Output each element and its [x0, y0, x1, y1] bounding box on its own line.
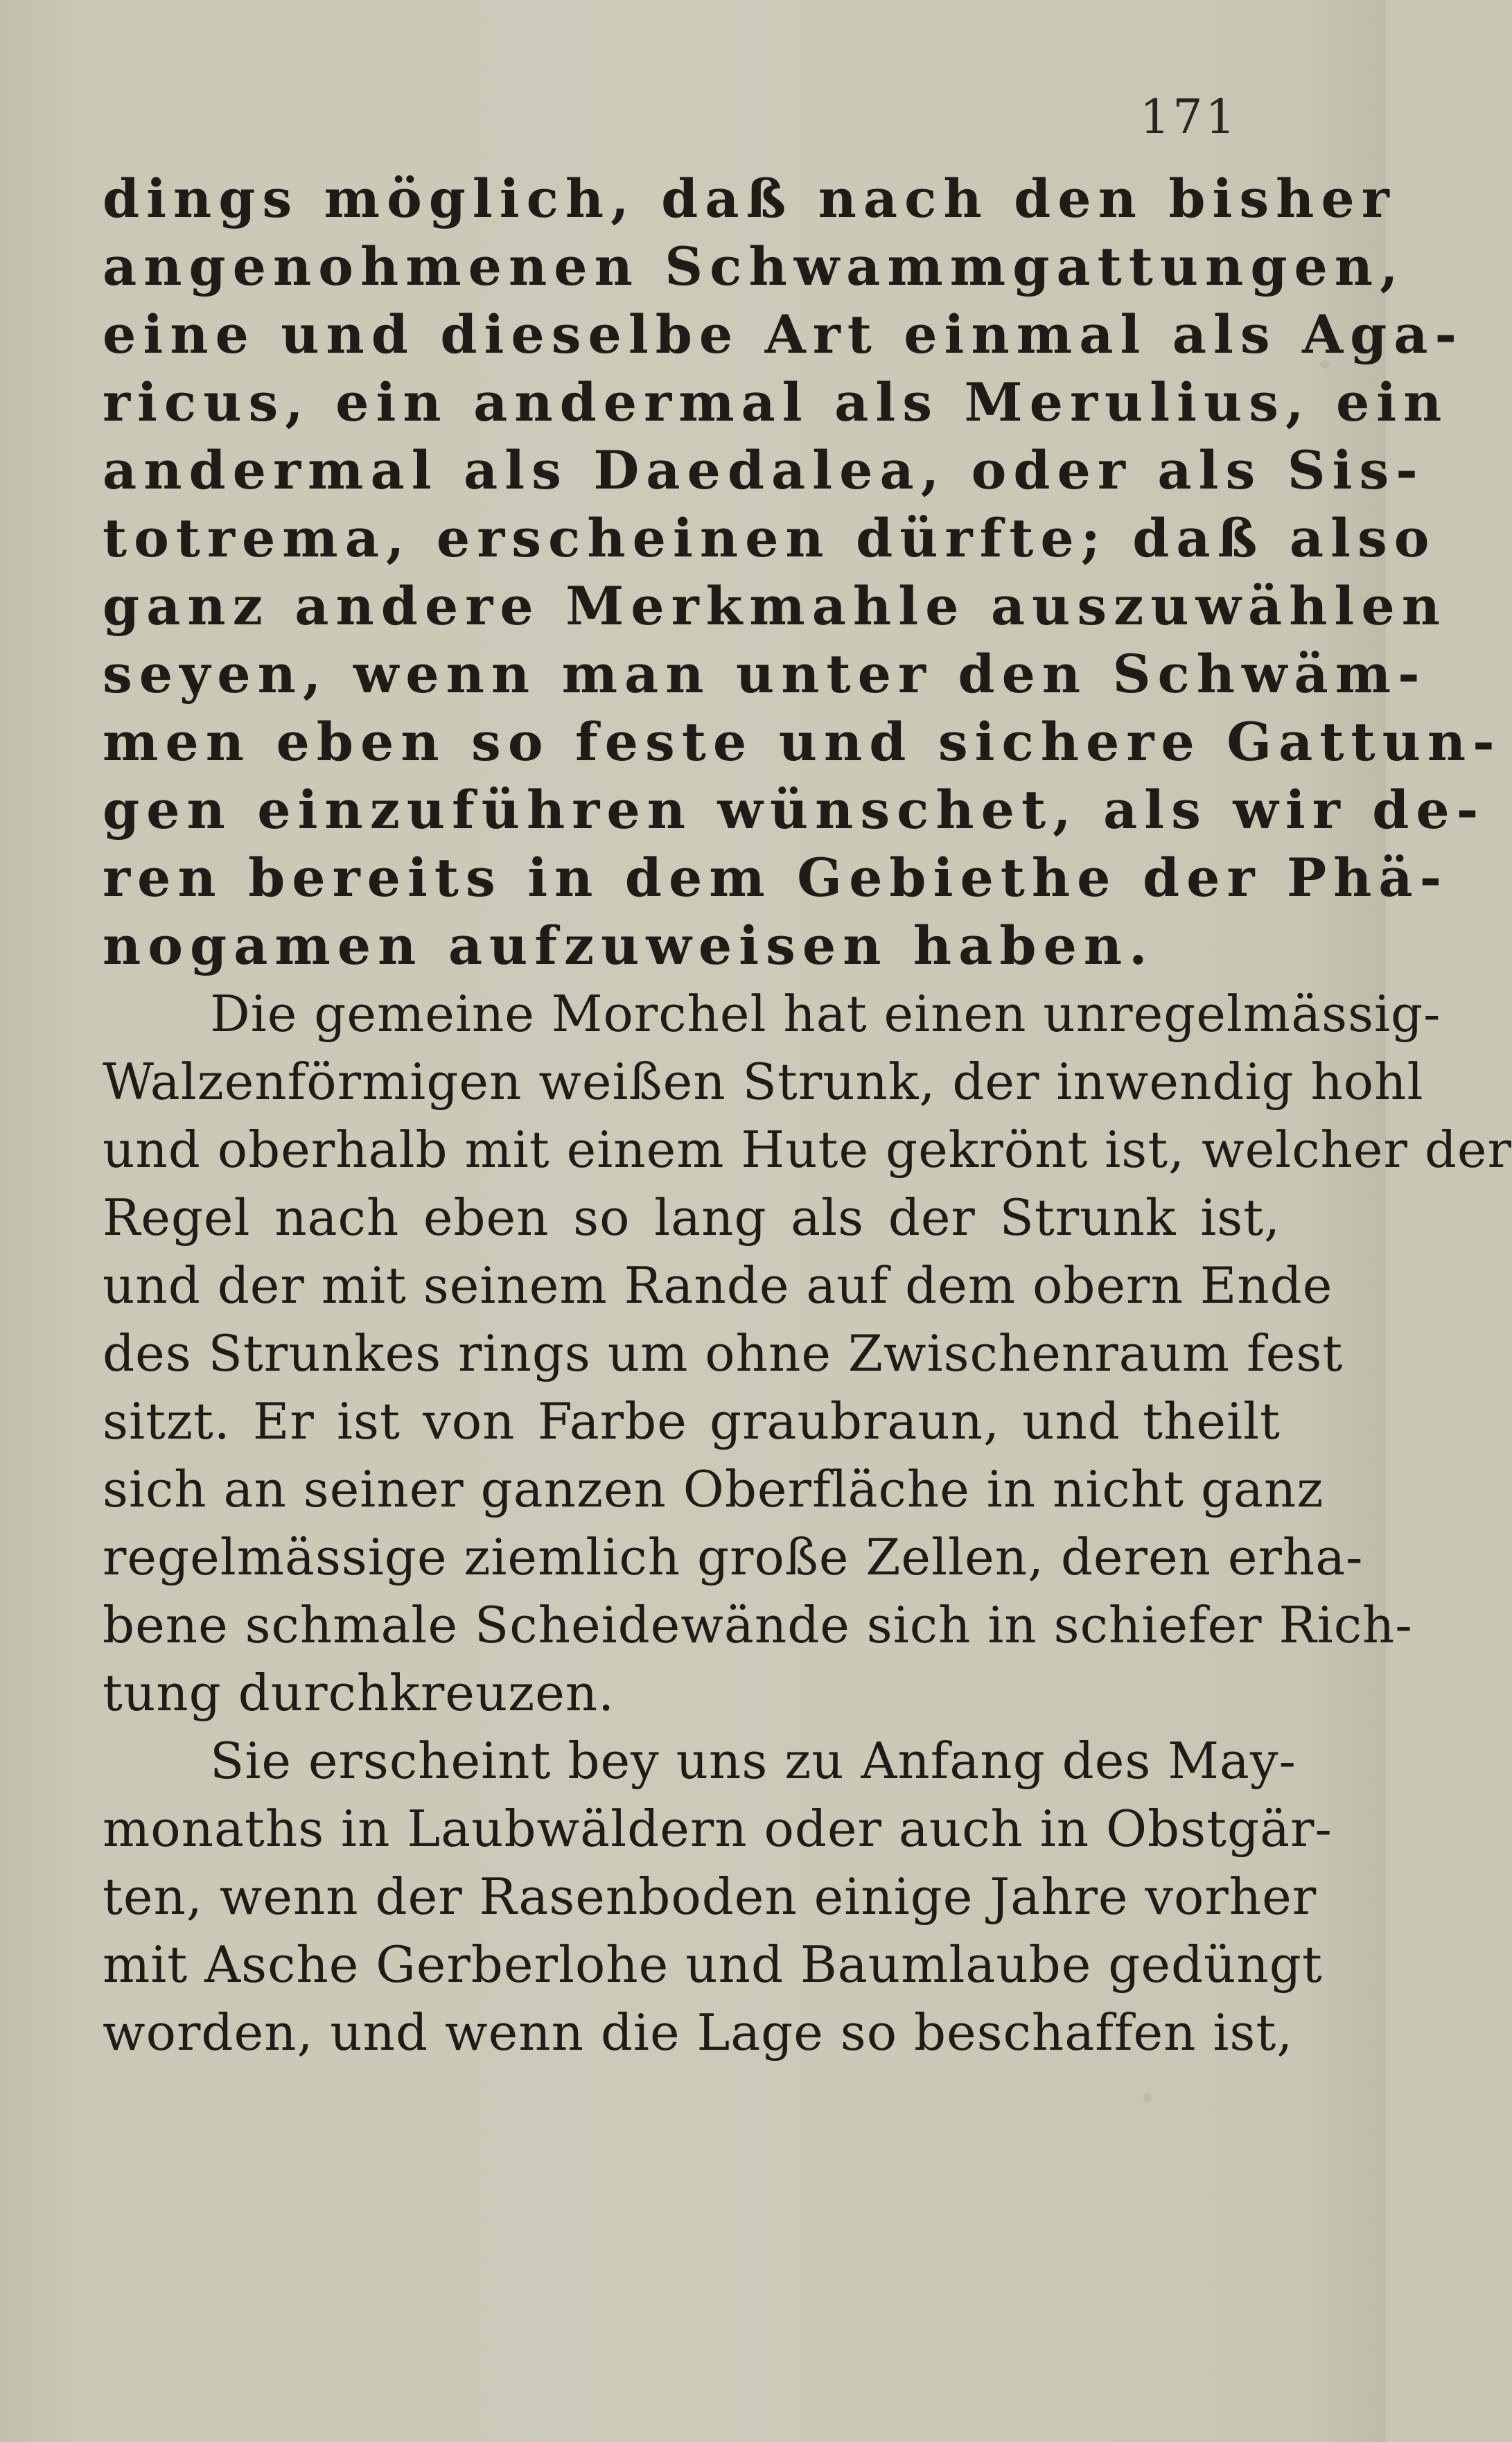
text-line: tung durchkreuzen.: [103, 1664, 615, 1722]
paragraph-2: [103, 980, 1512, 1727]
text-line: sitzt. Er ist von Farbe graubraun, und theilt: [103, 1392, 1281, 1450]
paper-spot: [1143, 2093, 1152, 2102]
text-line: Sie erscheint bey uns zu Anfang des May-: [210, 1732, 1296, 1790]
text-line: ricus, ein andermal als Merulius, ein: [103, 371, 1449, 433]
text-line: Regel nach eben so lang als der Strunk ist,: [103, 1188, 1281, 1247]
text-line: des Strunkes rings um ohne Zwischenraum fest: [103, 1324, 1344, 1382]
text-line: Walzenförmigen weißen Strunk, der inwendig hohl: [103, 1053, 1424, 1111]
page-number: 171: [1140, 90, 1238, 145]
text-line: ten, wenn der Rasenboden einige Jahre vorher: [103, 1868, 1317, 1926]
text-line: ren bereits in dem Gebiethe der Phä-: [103, 847, 1449, 908]
text-line: mit Asche Gerberlohe und Baumlaube gedüngt: [103, 1935, 1323, 1994]
text-line: nogamen aufzuweisen haben.: [103, 915, 1154, 976]
text-line: Die gemeine Morchel hat einen unregelmässig-: [210, 985, 1441, 1043]
text-line: bene schmale Scheidewände sich in schiefer Rich-: [103, 1596, 1413, 1654]
text-line: angenohmenen Schwammgattungen,: [103, 236, 1405, 297]
text-line: andermal als Daedalea, oder als Sis-: [103, 439, 1425, 501]
text-line: gen einzuführen wünschet, als wir de-: [103, 779, 1486, 841]
text-line: und oberhalb mit einem Hute gekrönt ist, welcher der: [103, 1121, 1512, 1179]
text-line: regelmässige ziemlich große Zellen, deren erha-: [103, 1528, 1364, 1586]
text-line: totrema, erscheinen dürfte; daß also: [103, 507, 1436, 569]
paragraph-1: [103, 165, 1502, 980]
text-line: sich an seiner ganzen Oberfläche in nicht ganz: [103, 1460, 1324, 1518]
text-line: monaths in Laubwäldern oder auch in Obstgär-: [103, 1800, 1333, 1858]
text-line: seyen, wenn man unter den Schwäm-: [103, 643, 1427, 705]
text-line: ganz andere Merkmahle auszuwählen: [103, 575, 1447, 637]
paragraph-3: [103, 1727, 1333, 2066]
text-line: und der mit seinem Rande auf dem obern Ende: [103, 1256, 1333, 1315]
body-text: [103, 165, 1512, 2066]
text-line: men eben so feste und sichere Gattun-: [103, 711, 1502, 773]
text-line: dings möglich, daß nach den bisher: [103, 168, 1396, 229]
text-line: eine und dieselbe Art einmal als Aga-: [103, 304, 1464, 365]
text-line: worden, und wenn die Lage so beschaffen ist,: [103, 2003, 1294, 2062]
